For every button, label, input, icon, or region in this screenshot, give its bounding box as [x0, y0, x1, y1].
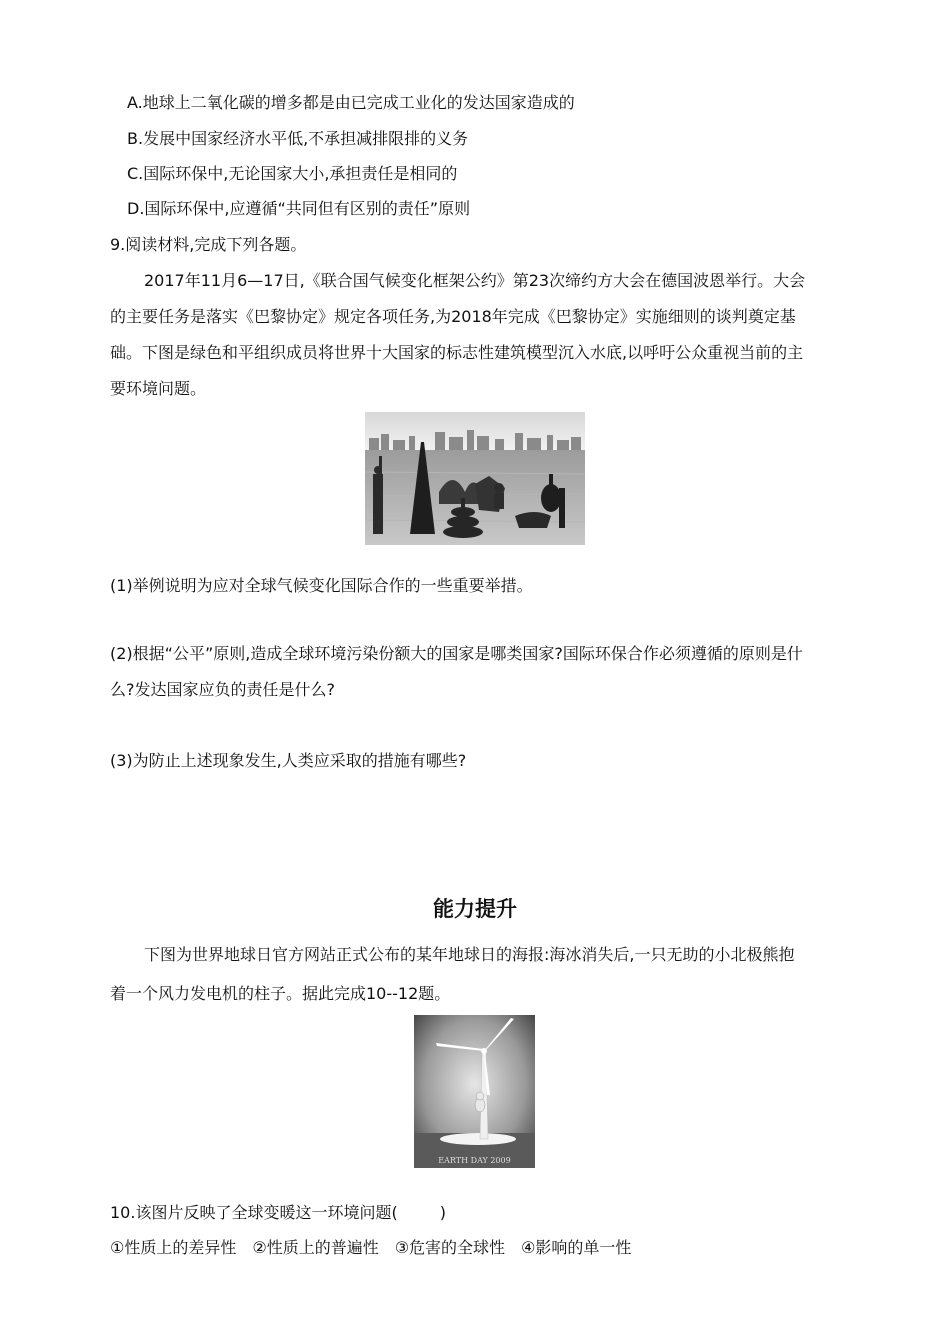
material-line-2: 的主要任务是落实《巴黎协定》规定各项任务,为2018年完成《巴黎协定》实施细则的谈判奠定基 [110, 307, 796, 326]
question-9-heading: 9.阅读材料,完成下列各题。 [110, 235, 307, 254]
material-line-4: 要环境问题。 [110, 379, 207, 398]
sunken-landmarks-photo [365, 412, 585, 545]
poster-caption: EARTH DAY 2009 [438, 1156, 511, 1165]
question-10-stem [110, 1202, 446, 1224]
option-d: D.国际环保中,应遵循“共同但有区别的责任”原则 [127, 199, 471, 218]
sub-question-2-line-1: (2)根据“公平”原则,造成全球环境污染份额大的国家是哪类国家?国际环保合作必须遵循的原则是什 [110, 644, 803, 663]
question-10-options: ①性质上的差异性 ②性质上的普遍性 ③危害的全球性 ④影响的单一性 [110, 1238, 632, 1257]
sub-question-2-line-2: 么?发达国家应负的责任是什么? [110, 680, 335, 699]
question-10-stem-text: 10.该图片反映了全球变暖这一环境问题( [110, 1203, 398, 1222]
material-line-1: 2017年11月6—17日,《联合国气候变化框架公约》第23次缔约方大会在德国波恩举行。大会 [144, 271, 806, 290]
question-10-stem-close: ) [439, 1203, 446, 1222]
material-line-3: 础。下图是绿色和平组织成员将世界十大国家的标志性建筑模型沉入水底,以呼吁公众重视当前的主 [110, 343, 804, 362]
section-title: 能力提升 [433, 897, 517, 921]
sub-question-3: (3)为防止上述现象发生,人类应采取的措施有哪些? [110, 751, 467, 770]
option-a: A.地球上二氧化碳的增多都是由已完成工业化的发达国家造成的 [127, 93, 575, 112]
earth-day-poster [414, 1015, 535, 1168]
intro-line-1: 下图为世界地球日官方网站正式公布的某年地球日的海报:海冰消失后,一只无助的小北极熊抱 [144, 945, 795, 964]
option-c: C.国际环保中,无论国家大小,承担责任是相同的 [127, 164, 458, 183]
option-b: B.发展中国家经济水平低,不承担减排限排的义务 [127, 129, 469, 148]
intro-line-2: 着一个风力发电机的柱子。据此完成10--12题。 [110, 984, 451, 1003]
sub-question-1: (1)举例说明为应对全球气候变化国际合作的一些重要举措。 [110, 576, 533, 595]
